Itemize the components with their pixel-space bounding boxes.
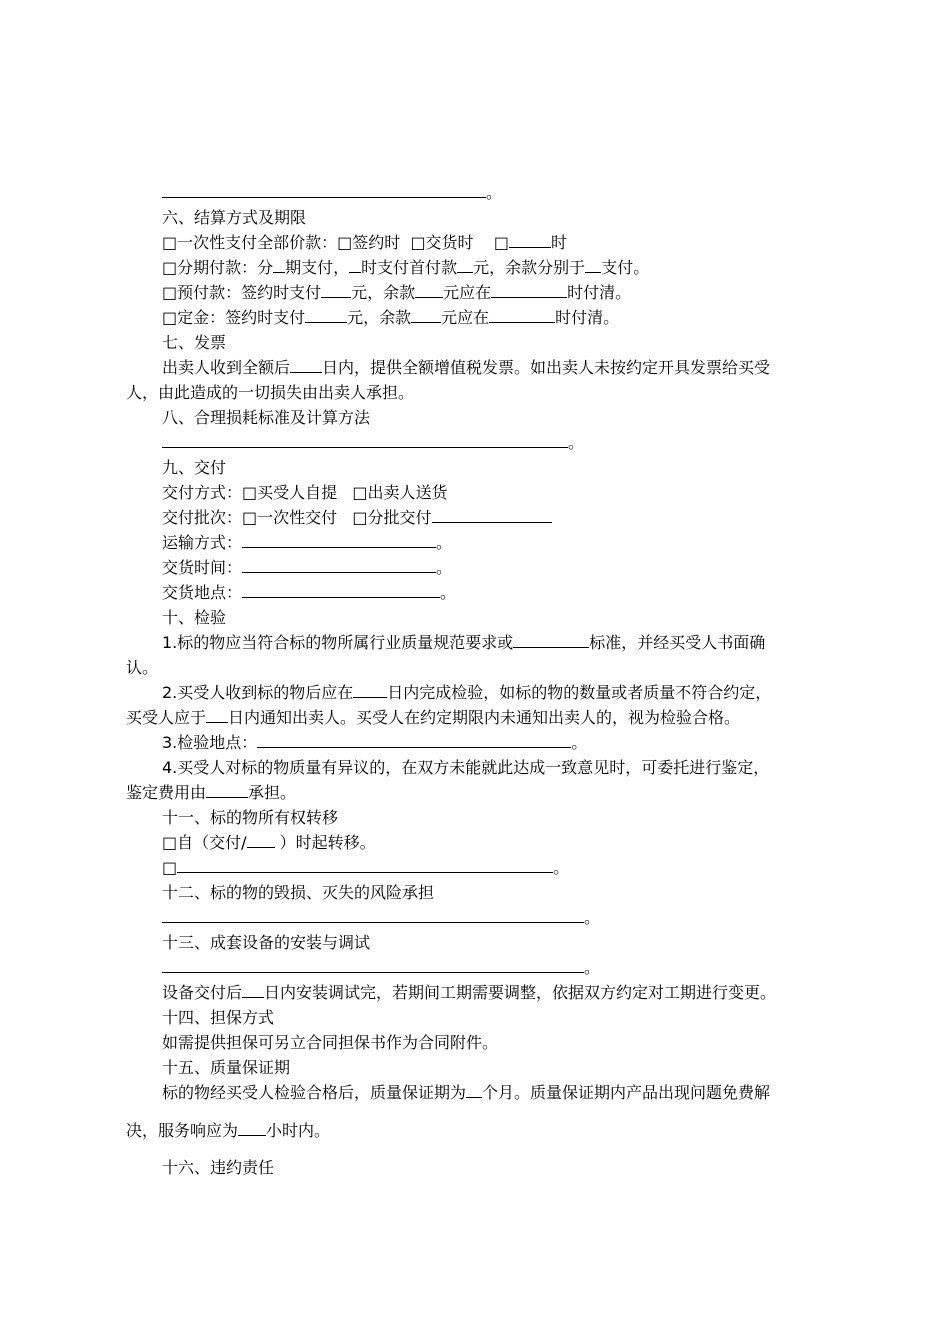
checkbox-installment[interactable]: □ xyxy=(162,258,178,277)
checkbox-one-time[interactable]: □ xyxy=(162,233,178,252)
blank-batch-delivery[interactable] xyxy=(432,508,552,523)
prev-section-tail-line: 。 xyxy=(162,183,836,203)
inspection-item-4-line-2: 鉴定费用由 承担。 xyxy=(126,783,297,802)
section-14-heading: 十四、担保方式 xyxy=(162,1008,275,1027)
payment-deposit-row: □定金：签约时支付 元，余款 元应在 时付清。 xyxy=(162,308,620,327)
section-11-heading: 十一、标的物所有权转移 xyxy=(162,808,339,827)
payment-one-time-row: □一次性支付全部价款：□签约时 □交货时 □ 时 xyxy=(162,233,568,252)
blank-appraisal-fee-bearer[interactable] xyxy=(206,783,248,798)
blank-prepay-deadline[interactable] xyxy=(491,283,567,298)
inspection-item-3: 3.检验地点： 。 xyxy=(162,733,588,752)
blank-remaining-payment[interactable] xyxy=(585,258,601,273)
invoice-text-line-1: 出卖人收到全额后 日内，提供全额增值税发票。如出卖人未按约定开具发票给买受 xyxy=(162,358,771,377)
blank-prepay-remaining[interactable] xyxy=(415,283,443,298)
inspection-item-4-line-1: 4.买受人对标的物质量有异议的，在双方未能就此达成一致意见时，可委托进行鉴定， xyxy=(162,758,770,777)
invoice-text-line-2: 人，由此造成的一切损失由出卖人承担。 xyxy=(126,383,415,402)
installation-days-text: 设备交付后 日内安装调试完，若期间工期需要调整，依据双方约定对工期进行变更。 xyxy=(162,983,777,1002)
blank-loss-standard[interactable] xyxy=(162,433,568,448)
checkbox-ownership-other[interactable]: □ xyxy=(162,858,178,877)
delivery-place-row: 交货地点： 。 xyxy=(162,583,457,602)
inspection-item-1-line-1: 1.标的物应当符合标的物所属行业质量规范要求或 标准，并经买受人书面确 xyxy=(162,633,766,652)
blank-response-hours[interactable] xyxy=(238,1121,266,1136)
blank-quality-standard[interactable] xyxy=(513,633,589,648)
blank-first-payment-time[interactable] xyxy=(349,258,361,273)
inspection-item-2-line-1: 2.买受人收到标的物后应在 日内完成检验，如标的物的数量或者质量不符合约定， xyxy=(162,683,772,702)
section-6-heading: 六、结算方式及期限 xyxy=(162,208,307,227)
delivery-batch-row: 交付批次：□一次性交付 □分批交付 xyxy=(162,508,836,528)
guarantee-text: 如需提供担保可另立合同担保书作为合同附件。 xyxy=(162,1033,499,1052)
inspection-item-2-line-2: 买受人应于 日内通知出卖人。买受人在约定期限内未通知出卖人的，视为检验合格。 xyxy=(126,708,741,727)
checkbox-prepay[interactable]: □ xyxy=(162,283,178,302)
ownership-option-2: □ 。 xyxy=(162,858,570,877)
warranty-text-line-1: 标的物经买受人检验合格后，质量保证期为 个月。质量保证期内产品出现问题免费解 xyxy=(162,1083,771,1102)
blank-notice-days[interactable] xyxy=(206,708,228,723)
warranty-text-line-2: 决，服务响应为 小时内。 xyxy=(126,1121,331,1140)
payment-installment-row: □分期付款：分 期支付， 时支付首付款 元，余款分别于 支付。 xyxy=(162,258,650,277)
blank-deposit-remaining[interactable] xyxy=(411,308,441,323)
blank-inspection-days[interactable] xyxy=(353,683,387,698)
blank-inspection-place[interactable] xyxy=(257,733,571,748)
option-batch-delivery[interactable]: □分批交付 xyxy=(352,508,432,527)
option-single-delivery[interactable]: □一次性交付 xyxy=(242,508,338,527)
section-7-heading: 七、发票 xyxy=(162,333,227,352)
section-13-heading: 十三、成套设备的安装与调试 xyxy=(162,933,371,952)
blank-installment-count[interactable] xyxy=(273,258,285,273)
section-10-heading: 十、检验 xyxy=(162,608,227,627)
blank-transport-method[interactable] xyxy=(242,533,436,548)
blank-warranty-months[interactable] xyxy=(466,1083,482,1098)
blank-other-time[interactable] xyxy=(509,233,551,248)
option-delivery-time[interactable]: □交货时 xyxy=(410,233,474,252)
blank-prepay-amount[interactable] xyxy=(321,283,351,298)
ownership-option-1: □自（交付/ ）时起转移。 xyxy=(162,833,376,852)
option-sign-time[interactable]: □签约时 xyxy=(337,233,401,252)
blank-installation[interactable] xyxy=(162,958,584,973)
blank-ownership-other[interactable] xyxy=(177,858,553,873)
blank-installation-days[interactable] xyxy=(242,983,264,998)
blank-line[interactable] xyxy=(162,183,486,198)
blank-deposit-deadline[interactable] xyxy=(489,308,555,323)
checkbox-deposit[interactable]: □ xyxy=(162,308,178,327)
delivery-method-row: 交付方式：□买受人自提 □出卖人送货 xyxy=(162,483,448,502)
payment-prepay-row: □预付款：签约时支付 元，余款 元应在 时付清。 xyxy=(162,283,632,302)
section-15-heading: 十五、质量保证期 xyxy=(162,1058,291,1077)
section-9-heading: 九、交付 xyxy=(162,458,227,477)
blank-risk-bearing[interactable] xyxy=(162,908,584,923)
blank-ownership-transfer[interactable] xyxy=(247,833,275,848)
checkbox-other-time[interactable]: □ xyxy=(493,233,510,252)
blank-delivery-place[interactable] xyxy=(242,583,440,598)
delivery-time-row: 交货时间： 。 xyxy=(162,558,453,577)
blank-first-payment-amount[interactable] xyxy=(457,258,473,273)
option-seller-delivery[interactable]: □出卖人送货 xyxy=(352,483,448,502)
blank-deposit-amount[interactable] xyxy=(305,308,347,323)
transport-method-row: 运输方式： 。 xyxy=(162,533,453,552)
inspection-item-1-line-2: 认。 xyxy=(126,658,159,677)
loss-standard-line: 。 xyxy=(162,433,836,453)
section-8-heading: 八、合理损耗标准及计算方法 xyxy=(162,408,371,427)
blank-invoice-days[interactable] xyxy=(290,358,322,373)
section-12-heading: 十二、标的物的毁损、灭失的风险承担 xyxy=(162,883,435,902)
installation-line: 。 xyxy=(162,958,836,978)
risk-bearing-line: 。 xyxy=(162,908,836,928)
section-16-heading: 十六、违约责任 xyxy=(162,1158,275,1177)
blank-delivery-time[interactable] xyxy=(242,558,436,573)
option-buyer-pickup[interactable]: □买受人自提 xyxy=(242,483,338,502)
